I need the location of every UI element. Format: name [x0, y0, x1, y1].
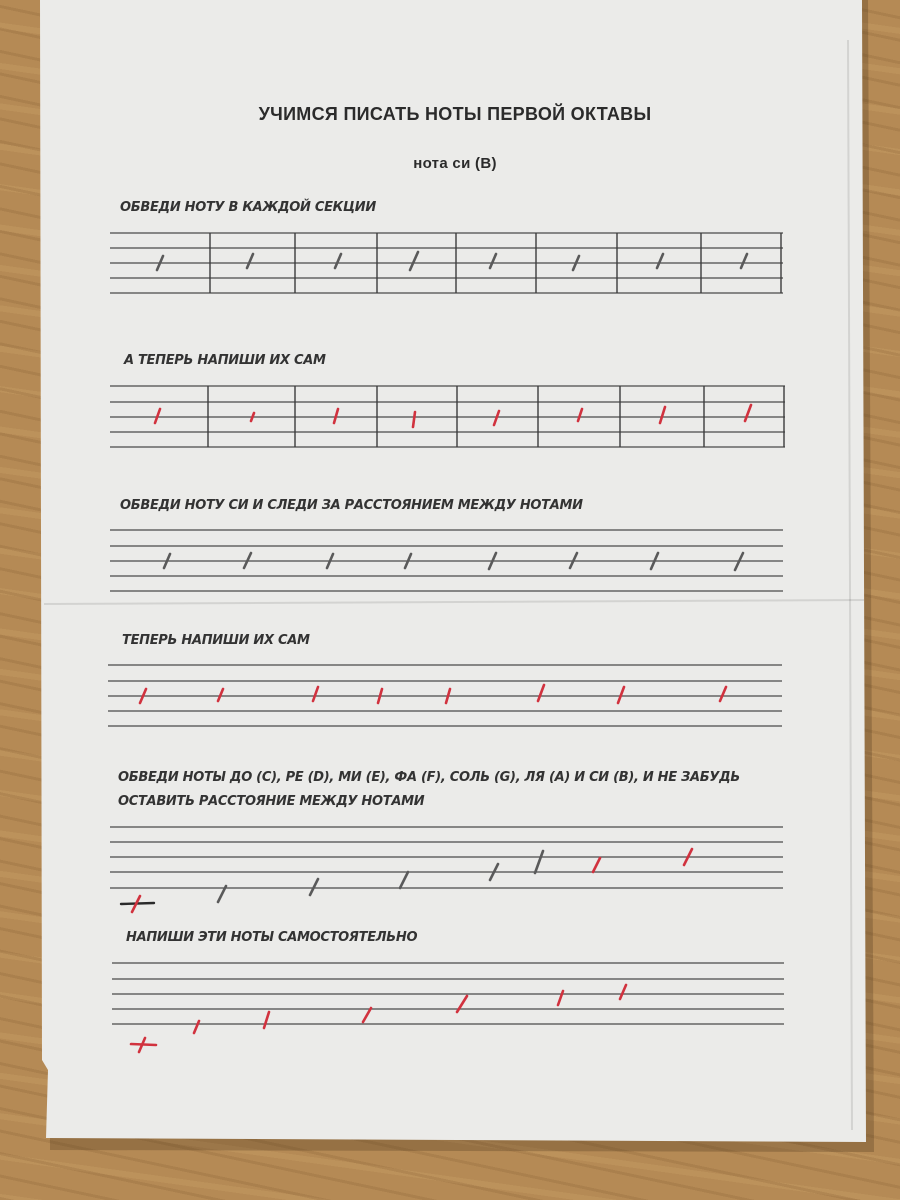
instruction-section-4: ТЕПЕРЬ НАПИШИ ИХ САМ [122, 633, 310, 648]
instruction-section-5-line-1: ОБВЕДИ НОТЫ ДО (С), РЕ (D), МИ (E), ФА (F), СОЛЬ (G), ЛЯ (A) И СИ (B), И НЕ ЗАБУДЬ [118, 770, 740, 785]
instruction-section-5-line-2: ОСТАВИТЬ РАССТОЯНИЕ МЕЖДУ НОТАМИ [118, 794, 425, 809]
page-subtitle: нота си (В) [413, 155, 497, 172]
instruction-section-1: ОБВЕДИ НОТУ В КАЖДОЙ СЕКЦИИ [120, 200, 376, 215]
instruction-section-3: ОБВЕДИ НОТУ СИ И СЛЕДИ ЗА РАССТОЯНИЕМ МЕЖДУ НОТАМИ [120, 498, 583, 513]
page-title: УЧИМСЯ ПИСАТЬ НОТЫ ПЕРВОЙ ОКТАВЫ [258, 104, 652, 124]
instruction-section-2: А ТЕПЕРЬ НАПИШИ ИХ САМ [124, 353, 326, 368]
instruction-section-6: НАПИШИ ЭТИ НОТЫ САМОСТОЯТЕЛЬНО [126, 930, 418, 945]
